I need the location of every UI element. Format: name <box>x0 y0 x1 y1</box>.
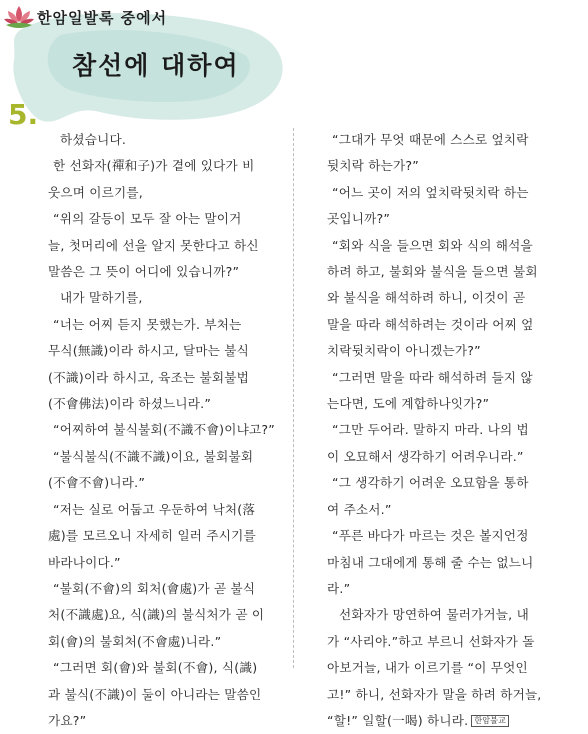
text-line: “불회(不會)의 회처(會處)가 곧 불식 <box>53 580 256 596</box>
text-line: 아보거늘, 내가 이르기를 “이 무엇인 <box>327 660 528 676</box>
text-line: 는다면, 도에 계합하나잇가?” <box>327 396 490 412</box>
text-line: (不會不會)니라.” <box>48 475 146 491</box>
text-line: 라.” <box>327 580 351 596</box>
text-line: 가요?” <box>48 712 87 728</box>
lotus-icon <box>2 2 36 32</box>
text-line: 마침내 그대에게 통해 줄 수는 없느니 <box>327 554 534 570</box>
text-line: 와 불식을 해석하려 하니, 이것이 곧 <box>327 290 526 306</box>
chapter-number: 5. <box>8 98 39 131</box>
text-line: 웃으며 이르기를, <box>48 184 143 200</box>
text-line: 곳입니까?” <box>327 211 391 227</box>
text-line: “어느 곳이 저의 엎치락뒷치락 하는 <box>332 184 529 200</box>
text-line: 과 불식(不識)이 둘이 아니라는 말씀인 <box>48 686 262 702</box>
text-line: “그대가 무엇 때문에 스스로 엎치락 <box>332 132 529 147</box>
text-line: 치락뒷치락이 아니겠는가?” <box>327 343 481 359</box>
text-line: “회와 식을 들으면 회와 식의 해석을 <box>332 237 533 253</box>
text-line: “그러면 말을 따라 해석하려 들지 않 <box>332 369 533 385</box>
text-line: 말을 따라 해석하려는 것이라 어찌 엎 <box>327 316 534 332</box>
source-badge: 한암불교 <box>471 715 509 727</box>
text-line: 내가 말하기를, <box>60 290 143 306</box>
header <box>0 0 588 135</box>
text-line: “저는 실로 어둡고 우둔하여 낙처(落 <box>53 501 256 517</box>
text-line: 뒷치락 하는가?” <box>327 158 420 174</box>
text-line: 선화자가 망연하여 물러가거늘, 내 <box>339 607 529 623</box>
text-line: 고!” 하니, 선화자가 말을 하려 하거늘, <box>327 686 542 702</box>
text-line: 하셨습니다. <box>60 132 127 147</box>
text-line: “그만 두어라. 말하지 마라. 나의 법 <box>332 422 529 438</box>
text-line: 바라나이다.” <box>48 554 121 570</box>
text-line-content: “할!” 일할(一喝) 하니라. <box>327 712 469 728</box>
text-line: (不會佛法)이라 하셨느니라.” <box>48 396 212 412</box>
text-line: “푸른 바다가 마르는 것은 볼지언정 <box>332 528 529 544</box>
text-line: 무식(無識)이라 하시고, 달마는 불식 <box>48 343 250 359</box>
left-column <box>48 127 280 734</box>
text-line: 하려 하고, 불회와 불식을 들으면 불회 <box>327 264 538 280</box>
text-line: “그 생각하기 어려운 오묘함을 통하 <box>332 475 529 491</box>
text-line: 처(不識處)요, 식(識)의 불식처가 곧 이 <box>48 607 265 623</box>
text-line: 가 “사리야.”하고 부르니 선화자가 돌 <box>327 633 535 649</box>
text-line: “위의 갈등이 모두 잘 아는 말이거 <box>53 211 242 227</box>
text-line: 處)를 모르오니 자세히 일러 주시기를 <box>48 528 256 544</box>
text-line: 늘, 첫머리에 선을 알지 못한다고 하신 <box>48 237 259 253</box>
page-title: 참선에 대하여 <box>72 51 240 80</box>
text-line: 회(會)의 불회처(不會處)니라.” <box>48 633 222 649</box>
series-title: 한암일발록 중에서 <box>37 9 168 27</box>
column-divider <box>293 128 294 668</box>
text-line: “그러면 회(會)와 불회(不會), 식(識) <box>53 660 258 676</box>
text-line: “너는 어찌 듣지 못했는가. 부처는 <box>53 316 242 332</box>
text-line: 여 주소서.” <box>327 501 392 517</box>
right-column <box>327 127 559 734</box>
text-line: (不識)이라 하시고, 육조는 불회불법 <box>48 369 250 385</box>
text-line: 이 오묘해서 생각하기 어려우니라.” <box>327 448 524 464</box>
text-line: “어찌하여 불식불회(不識不會)이냐고?” <box>53 422 275 438</box>
text-line: 한 선화자(禪和子)가 곁에 있다가 비 <box>53 158 255 174</box>
text-line: “불식불식(不識不識)이요, 불회불회 <box>53 448 254 464</box>
text-line: 말씀은 그 뜻이 어디에 있습니까?” <box>48 264 240 280</box>
text-line <box>327 708 559 734</box>
